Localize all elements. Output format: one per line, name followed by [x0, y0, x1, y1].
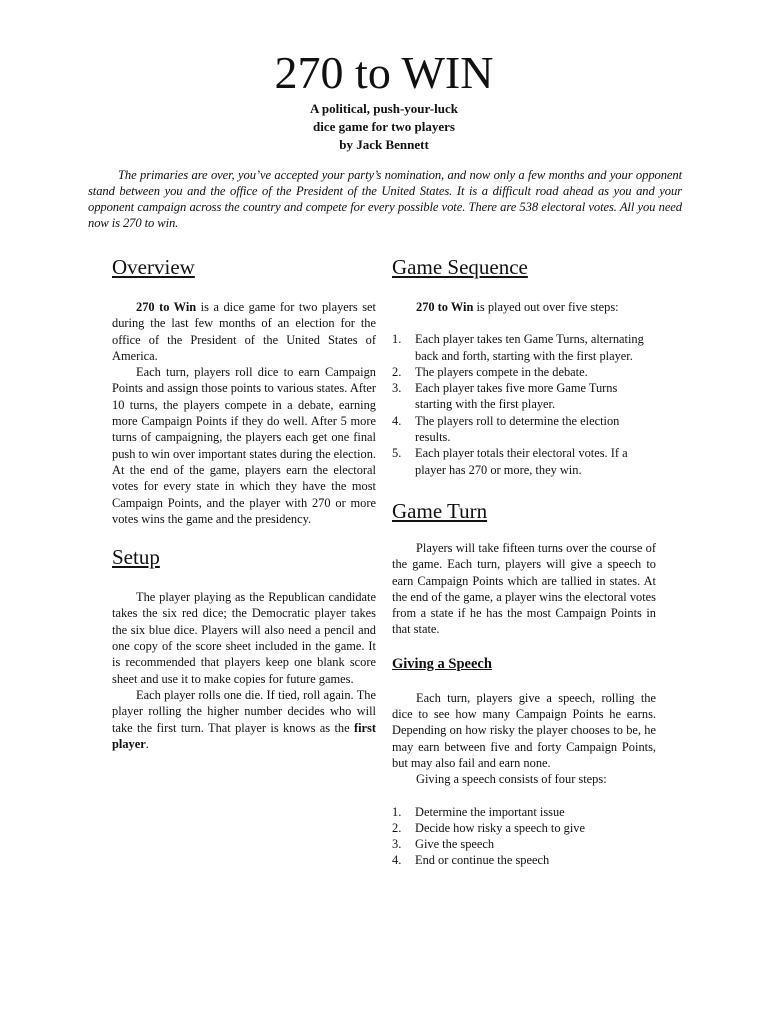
list-number: 3.	[392, 381, 402, 396]
list-item	[392, 331, 656, 364]
list-number: 4.	[392, 853, 402, 868]
left-column	[112, 254, 376, 752]
intro-paragraph: The primaries are over, you’ve accepted your party’s nomination, and now only a few months and your opponent stand between you and the office of the President of the United States. It is a difficult road ahead as you and your opponent campaign across the country and compete for every possible vote. There are 538 electoral votes. All you need now is 270 to win.	[88, 168, 682, 230]
list-item-text: Each player takes five more Game Turns starting with the first player.	[415, 381, 618, 412]
list-item-text: Give the speech	[415, 837, 495, 852]
overview-heading: Overview	[112, 255, 195, 279]
list-item	[392, 364, 656, 380]
subtitle	[0, 100, 768, 154]
overview-paragraph-1	[112, 299, 376, 364]
list-number: 2.	[392, 364, 402, 379]
game-name: 270 to Win	[416, 300, 474, 314]
game-name: 270 to Win	[136, 300, 197, 314]
list-item	[392, 445, 656, 478]
game-turn-heading: Game Turn	[392, 498, 488, 523]
setup-paragraph-1: The player playing as the Republican candidate takes the six red dice; the Democratic player takes the six blue dice. Players will also need a pencil and one copy of the score sheet included in the game. It is recommended that players keep one blank score sheet and use it to make copies for future games.	[112, 590, 376, 686]
list-item-text: Determine the important issue	[415, 804, 565, 819]
document-title: 270 to WIN	[274, 47, 494, 98]
list-number: 1.	[392, 804, 402, 819]
list-item	[392, 413, 656, 446]
giving-speech-paragraph-2: Giving a speech consists of four steps:	[416, 772, 607, 787]
list-number: 3.	[392, 837, 402, 852]
list-item	[392, 820, 656, 836]
author-line: by Jack Bennett	[339, 137, 429, 152]
list-number: 5.	[392, 446, 402, 461]
game-turn-paragraph: Players will take fifteen turns over the course of the game. Each turn, players will give a speech to earn Campaign Points which are tallied in states. At the end of the game, a player wins the electoral votes from a state if he has the most Campaign Points in that state.	[392, 540, 656, 637]
list-item-text: End or continue the speech	[415, 853, 550, 868]
list-item	[392, 852, 656, 868]
setup-p2-end: .	[145, 736, 149, 751]
overview-p1-text: is a dice game for two players set during the last few months of an election for the office of the President of the United States of America.	[112, 300, 376, 363]
giving-speech-heading: Giving a Speech	[392, 655, 492, 672]
game-sequence-intro-text: is played out over five steps:	[473, 300, 619, 314]
game-sequence-intro	[392, 299, 656, 315]
list-item-text: Each player totals their electoral votes. If a player has 270 or more, they win.	[415, 446, 628, 477]
game-sequence-heading: Game Sequence	[392, 255, 528, 279]
list-item	[392, 804, 656, 820]
setup-heading: Setup	[112, 545, 160, 570]
list-item-text: The players roll to determine the election results.	[415, 413, 620, 445]
first-player-term: first player	[112, 720, 376, 751]
subtitle-line: dice game for two players	[312, 119, 455, 134]
list-item-text: Each player takes ten Game Turns, alternating back and forth, starting with the first player.	[415, 332, 644, 363]
list-item	[392, 380, 656, 413]
game-sequence-list	[392, 331, 656, 478]
list-item	[392, 836, 656, 852]
setup-paragraph-2	[112, 687, 376, 752]
list-item-text: The players compete in the debate.	[415, 364, 588, 379]
overview-paragraph-2: Each turn, players roll dice to earn Campaign Points and assign those points to various states. After 10 turns, the players compete in a debate, earning more Campaign Points if they do well. After 5 more turns of campaigning, the players each get one final push to win over important states during the election. At the end of the game, players earn the electoral votes for every state in which they have the most Campaign Points, and the player with 270 or more votes wins the game and the presidency.	[112, 365, 376, 526]
subtitle-line: A political, push-your-luck	[310, 101, 458, 116]
speech-steps-list	[392, 804, 656, 869]
list-number: 1.	[392, 332, 402, 347]
list-number: 2.	[392, 820, 402, 835]
right-column	[392, 254, 656, 869]
giving-speech-paragraph-1: Each turn, players give a speech, rolling the dice to see how many Campaign Points he earns. Depending on how risky the player chooses to be, he may earn between five and forty Campaign Points, but may also fail and earn none.	[392, 690, 656, 770]
list-number: 4.	[392, 413, 402, 428]
list-item-text: Decide how risky a speech to give	[415, 820, 585, 835]
setup-p2-text: Each player rolls one die. If tied, roll again. The player rolling the higher number decides who will take the first turn. That player is knows as the	[112, 687, 376, 735]
